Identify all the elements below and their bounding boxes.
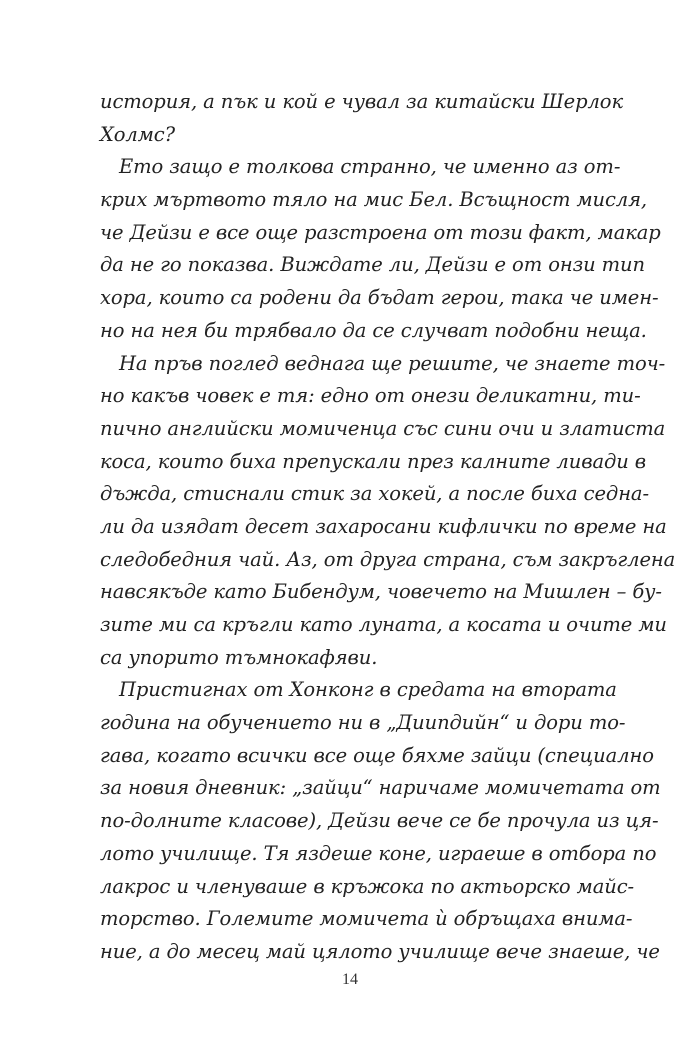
body-text	[100, 86, 676, 969]
text-line: история, а пък и кой е чувал за китайски Шерлок	[100, 90, 623, 113]
text-line: за новия дневник: „зайци“ наричаме момичетата от	[100, 776, 661, 800]
text-line: На пръв поглед веднага ще решите, че знаете точ-	[119, 351, 666, 375]
text-line: торство. Големите момичета ѝ обръщаха внима-	[100, 907, 633, 931]
text-line: но какъв човек е тя: едно от онези деликатни, ти-	[100, 384, 641, 408]
text-line: но на нея би трябвало да се случват подобни неща.	[100, 318, 647, 342]
text-line: ние, а до месец май цялото училище вече знаеше, че	[100, 939, 660, 963]
text-line: лакрос и членуваше в кръжока по актьорско майс-	[100, 874, 635, 898]
text-line: коса, които биха препускали през калните ливади в	[100, 449, 647, 473]
text-line: ли да изядат десет захаросани кифлички по време на	[100, 514, 667, 538]
paragraph	[100, 674, 661, 968]
text-line: да не го показва. Виждате ли, Дейзи е от онзи тип	[100, 253, 645, 277]
text-line: лото училище. Тя яздеше коне, играеше в отбора по	[100, 841, 657, 865]
text-line: пично английски момиченца със сини очи и златиста	[100, 416, 666, 440]
text-line: са упорито тъмнокафяви.	[100, 645, 378, 669]
text-line: Ето защо е толкова странно, че именно аз от-	[119, 155, 621, 179]
text-line: зите ми са кръгли като луната, а косата и очите ми	[100, 613, 667, 636]
text-line: хора, които са родени да бъдат герои, така че имен-	[100, 286, 659, 310]
page-number: 14	[342, 971, 358, 988]
text-line: следобедния чай. Аз, от друга страна, съм закръглена	[100, 547, 676, 571]
paragraph	[100, 151, 661, 347]
text-line: навсякъде като Бибендум, човечето на Мишлен – бу-	[100, 580, 662, 604]
text-line: крих мъртвото тяло на мис Бел. Всъщност мисля,	[100, 188, 648, 212]
text-line: по-долните класове), Дейзи вече се бе прочула из ця-	[100, 809, 659, 833]
text-line: Холмс?	[100, 122, 175, 146]
text-line: гава, когато всички все още бяхме зайци (специално	[100, 743, 654, 767]
text-line: че Дейзи е все още разстроена от този факт, макар	[100, 220, 661, 244]
paragraph	[100, 348, 676, 675]
text-line: дъжда, стиснали стик за хокей, а после биха седна-	[100, 482, 649, 506]
paragraph	[100, 86, 623, 151]
text-line: Пристигнах от Хонконг в средата на втората	[119, 678, 617, 702]
text-line: година на обучението ни в „Диипдийн“ и дори то-	[100, 711, 626, 735]
